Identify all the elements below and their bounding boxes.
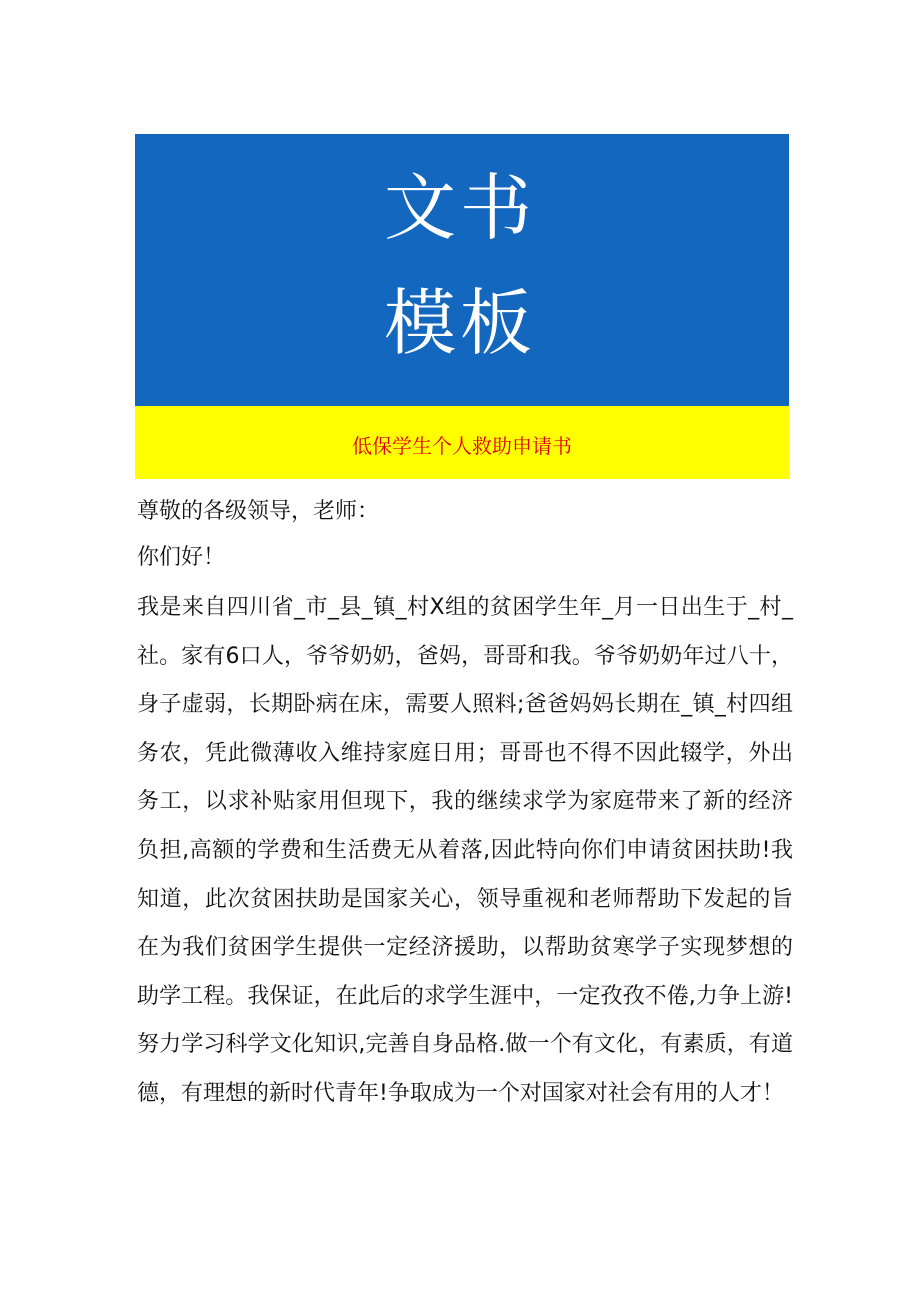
letter-salutation: 尊敬的各级领导，老师： xyxy=(137,499,380,524)
document-subtitle: 低保学生个人救助申请书 xyxy=(352,434,572,458)
subtitle-bar xyxy=(135,406,789,479)
banner-title-line2: 模板 xyxy=(383,281,536,365)
letter-greeting: 你们好！ xyxy=(137,545,226,570)
letter-body: 我是来自四川省_市_县_镇_村X组的贫困学生年_月一日出生于_村_社。家有6口人，爷爷奶奶，爸妈，哥哥和我。爷爷奶奶年过八十，身子虚弱，长期卧病在床，需要人照料;爸爸妈妈长期在_镇_村四组务农，凭此微薄收入维持家庭日用；哥哥也不得不因此辍学，外出务工，以求补贴家用但现下，我的继续求学为家庭带来了新的经济负担,高额的学费和生活费无从着落,因此特向你们申请贫困扶助!我知道，此次贫困扶助是国家关心，领导重视和老师帮助下发起的旨在为我们贫困学生提供一定经济援助，以帮助贫寒学子实现梦想的助学工程。我保证，在此后的求学生涯中，一定孜孜不倦,力争上游!努力学习科学文化知识,完善自身品格.做一个有文化，有素质，有道德，有理想的新时代青年!争取成为一个对国家对社会有用的人才！ xyxy=(137,595,793,1106)
banner-title-line1: 文书 xyxy=(383,166,536,250)
letter-content xyxy=(137,494,793,1119)
